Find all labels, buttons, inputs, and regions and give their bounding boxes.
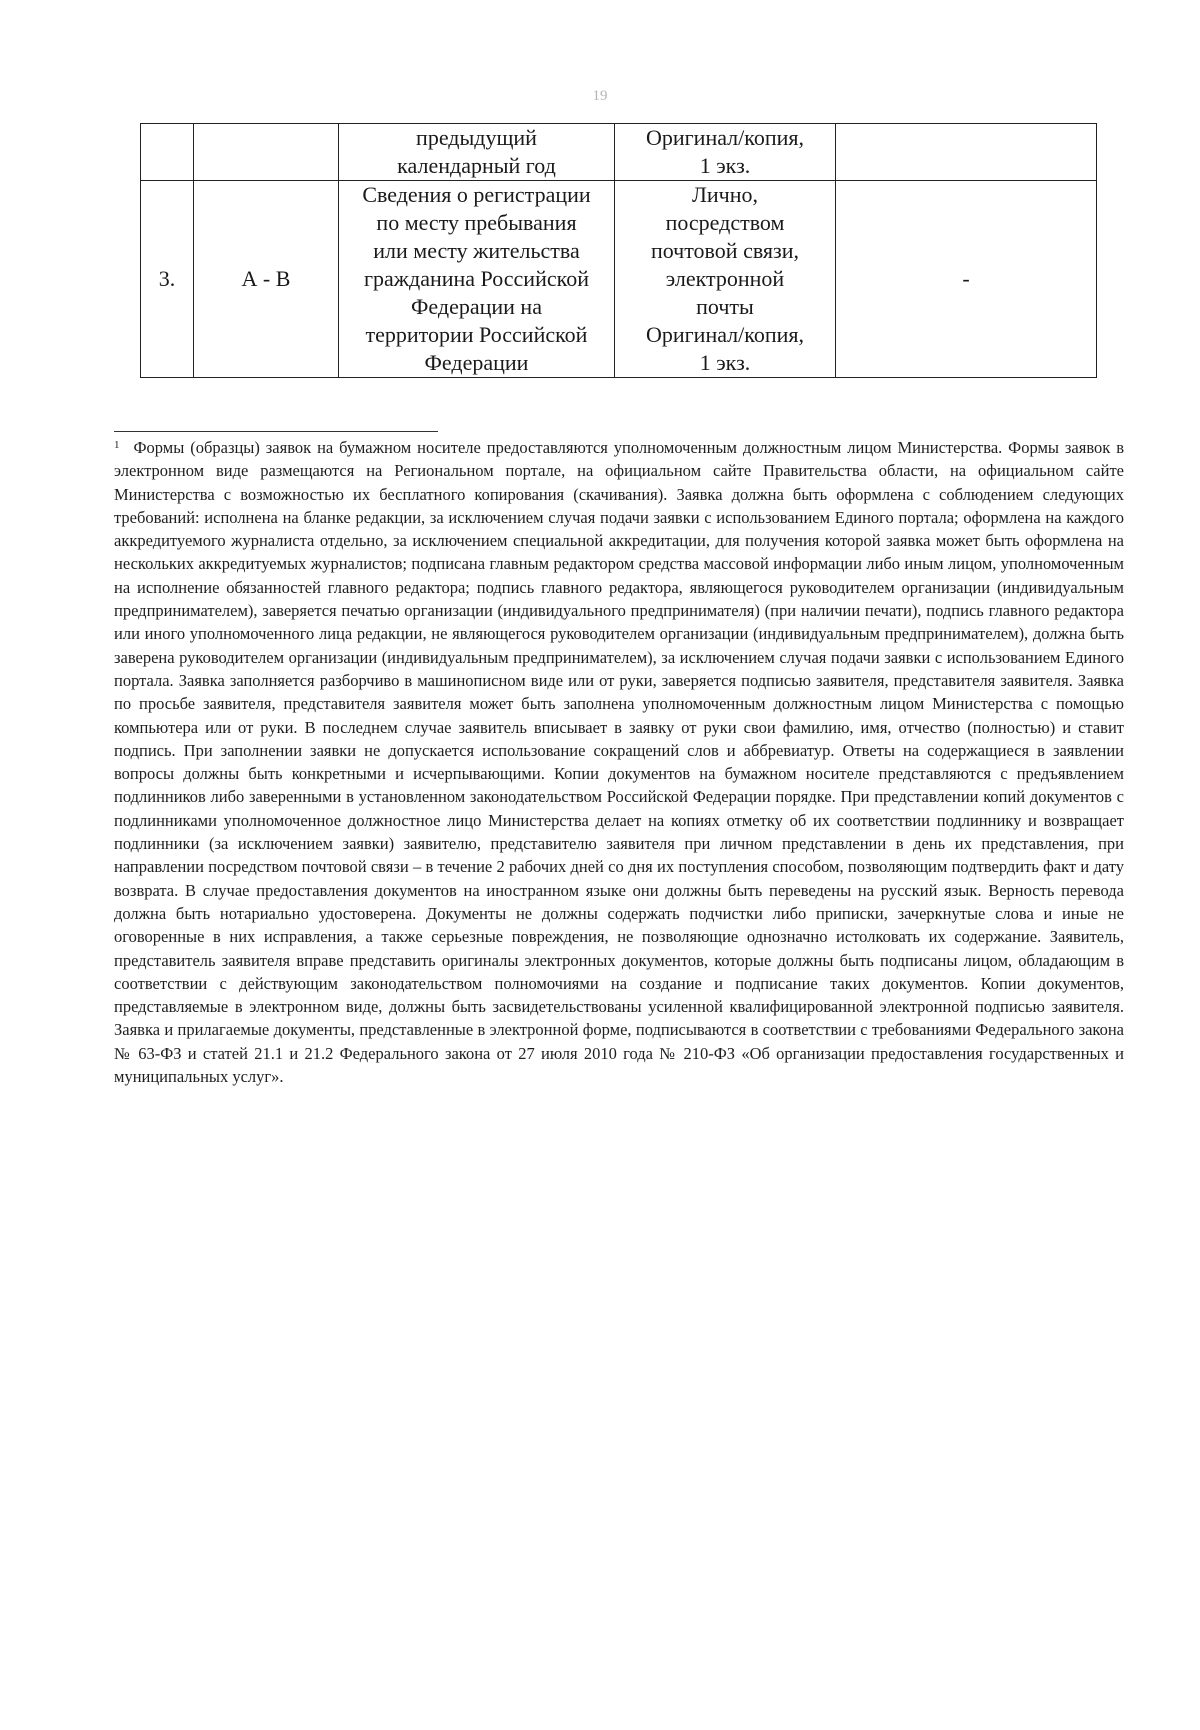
document-line: территории Российской bbox=[365, 322, 588, 347]
table-row bbox=[141, 181, 1097, 378]
documents-table bbox=[140, 123, 1097, 378]
category-cell bbox=[194, 124, 339, 181]
row-number-cell bbox=[141, 124, 194, 181]
method-line: Лично, bbox=[691, 182, 759, 207]
document-line: Федерации на bbox=[411, 294, 542, 319]
footnote bbox=[114, 436, 1124, 1088]
table-row bbox=[141, 124, 1097, 181]
category-cell: А - В bbox=[194, 181, 339, 378]
document-line: по месту пребывания bbox=[376, 210, 577, 235]
document-cell bbox=[339, 124, 615, 181]
method-line: электронной bbox=[665, 266, 785, 291]
page-number: 19 bbox=[592, 88, 608, 104]
document-line: гражданина Российской bbox=[364, 266, 589, 291]
footnote-text: Формы (образцы) заявок на бумажном носителе предоставляются уполномоченным должностным лицом Министерства. Формы заявок в электронном виде размещаются на Региональном портале, на официальном сайте Правительства области, на официальном сайте Министерства с возможностью их бесплатного копирования (скачивания). Заявка должна быть оформлена с соблюдением следующих требований: исполнена на бланке редакции, за исключением случая подачи заявки с использованием Единого портала; оформлена на каждого аккредитуемого журналиста отдельно, за исключением специальной аккредитации, для получения которой заявка может быть оформлена на нескольких аккредитуемых журналистов; подписана главным редактором средства массовой информации либо иным лицом, уполномоченным на исполнение обязанностей главного редактора; подпись главного редактора, являющегося руководителем организации (индивидуальным предпринимателем), заверяется печатью организации (индивидуального предпринимателя) (при наличии печати), подпись главного редактора или иного уполномоченного лица редакции, не являющегося руководителем организации (индивидуальным предпринимателем), должна быть заверена руководителем организации (индивидуальным предпринимателем), за исключением случая подачи заявки с использованием Единого портала. Заявка заполняется разборчиво в машинописном виде или от руки, заверяется подписью заявителя, представителя заявителя. Заявка по просьбе заявителя, представителя заявителя может быть заполнена уполномоченным должностным лицом Министерства с помощью компьютера или от руки. В последнем случае заявитель вписывает в заявку от руки свои фамилию, имя, отчество (полностью) и ставит подпись. При заполнении заявки не допускается использование сокращений слов и аббревиатур. Ответы на содержащиеся в заявлении вопросы должны быть конкретными и исчерпывающими. Копии документов на бумажном носителе представляются с предъявлением подлинников либо заверенными в установленном законодательством Российской Федерации порядке. При представлении копий документов с подлинниками уполномоченное должностное лицо Министерства делает на копиях отметку об их соответствии подлиннику и возвращает подлинники (за исключением заявки) заявителю, представителю заявителя при личном представлении в день их представления, при направлении посредством почтовой связи – в течение 2 рабочих дней со дня их поступления способом, позволяющим подтвердить факт и дату возврата. В случае предоставления документов на иностранном языке они должны быть переведены на русский язык. Верность перевода должна быть нотариально удостоверена. Документы не должны содержать подчистки либо приписки, зачеркнутые слова и иные не оговоренные в них исправления, а также серьезные повреждения, не позволяющие однозначно истолковать их содержание. Заявитель, представитель заявителя вправе представить оригиналы электронных документов, которые должны быть подписаны лицом, обладающим в соответствии с действующим законодательством полномочиями на создание и подписание таких документов. Копии документов, представляемые в электронном виде, должны быть засвидетельствованы усиленной квалифицированной электронной подписью заявителя. Заявка и прилагаемые документы, представленные в электронной форме, подписываются в соответствии с требованиями Федерального закона № 63-ФЗ и статей 21.1 и 21.2 Федерального закона от 27 июля 2010 года № 210-ФЗ «Об организации предоставления государственных и муниципальных услуг». bbox=[114, 438, 1124, 1087]
method-line: почтовой связи, bbox=[650, 238, 800, 263]
method-line: почты bbox=[696, 294, 754, 319]
note-cell: - bbox=[836, 181, 1097, 378]
method-line: посредством bbox=[665, 210, 785, 235]
note-cell bbox=[836, 124, 1097, 181]
footnote-separator bbox=[114, 431, 438, 432]
document-line: календарный год bbox=[397, 153, 556, 178]
document-line: предыдущий bbox=[416, 125, 537, 150]
row-number-cell: 3. bbox=[141, 181, 194, 378]
footnote-marker: 1 bbox=[114, 439, 120, 451]
document-line: Сведения о регистрации bbox=[362, 182, 591, 207]
method-line: Оригинал/копия, bbox=[645, 125, 805, 150]
submission-method-cell bbox=[615, 124, 836, 181]
submission-method-cell bbox=[615, 181, 836, 378]
method-line: 1 экз. bbox=[699, 153, 751, 178]
document-cell bbox=[339, 181, 615, 378]
method-line: 1 экз. bbox=[699, 350, 751, 375]
method-line: Оригинал/копия, bbox=[645, 322, 805, 347]
document-line: или месту жительства bbox=[373, 238, 580, 263]
document-line: Федерации bbox=[424, 350, 529, 375]
